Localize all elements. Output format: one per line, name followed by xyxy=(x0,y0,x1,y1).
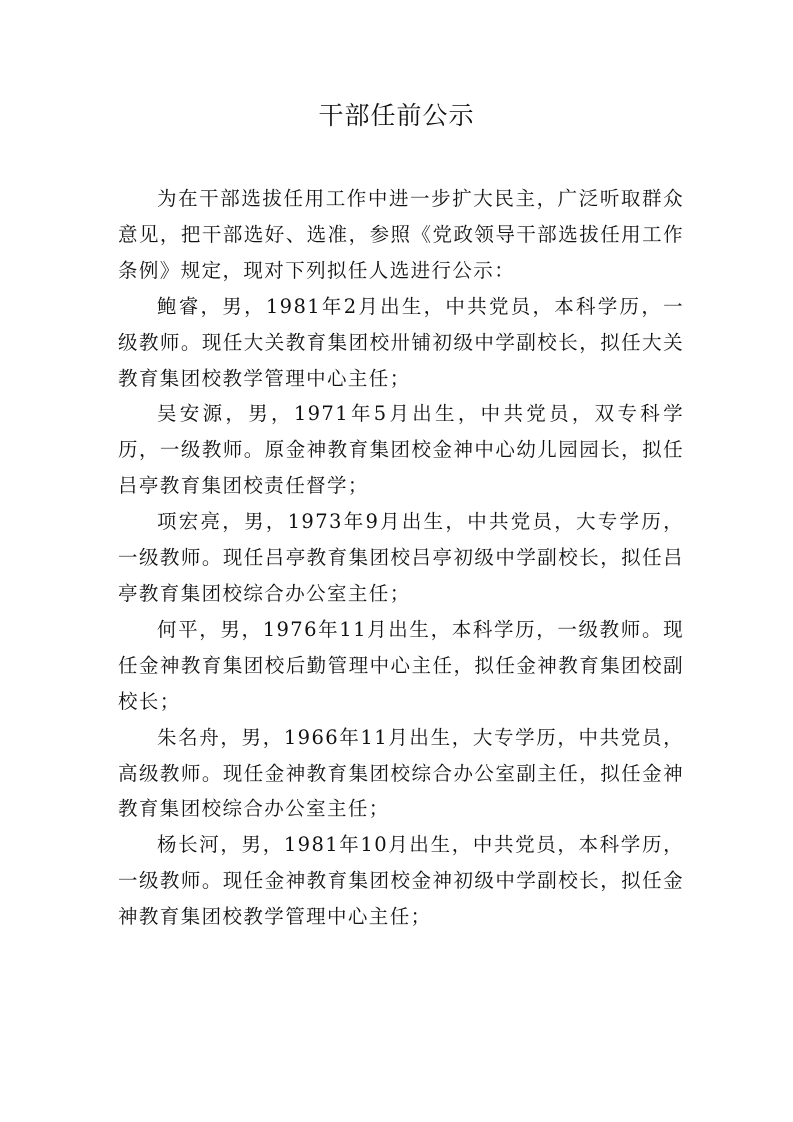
candidate-paragraph-bao-rui: 鲍睿，男，1981年2月出生，中共党员，本科学历，一级教师。现任大关教育集团校卅铺初级中学副校长，拟任大关教育集团校教学管理中心主任； xyxy=(118,294,684,390)
document-body xyxy=(118,181,684,935)
candidate-paragraph-yang-changhe: 杨长河，男，1981年10月出生，中共党员，本科学历，一级教师。现任金神教育集团校金神初级中学副校长，拟任金神教育集团校教学管理中心主任； xyxy=(118,833,684,929)
document-title: 干部任前公示 xyxy=(318,101,475,130)
intro-paragraph: 为在干部选拔任用工作中进一步扩大民主，广泛听取群众意见，把干部选好、选准，参照《党政领导干部选拔任用工作条例》规定，现对下列拟任人选进行公示： xyxy=(118,187,684,282)
candidate-paragraph-he-ping: 何平，男，1976年11月出生，本科学历，一级教师。现任金神教育集团校后勤管理中心主任，拟任金神教育集团校副校长； xyxy=(118,617,684,713)
candidate-paragraph-zhu-mingzhou: 朱名舟，男，1966年11月出生，大专学历，中共党员，高级教师。现任金神教育集团校综合办公室副主任，拟任金神教育集团校综合办公室主任； xyxy=(118,725,684,821)
candidate-paragraph-xiang-hongliang: 项宏亮，男，1973年9月出生，中共党员，大专学历，一级教师。现任吕亭教育集团校吕亭初级中学副校长，拟任吕亭教育集团校综合办公室主任； xyxy=(118,510,684,605)
candidate-paragraph-wu-anyuan: 吴安源，男，1971年5月出生，中共党员，双专科学历，一级教师。原金神教育集团校金神中心幼儿园园长，拟任吕亭教育集团校责任督学； xyxy=(118,402,684,498)
